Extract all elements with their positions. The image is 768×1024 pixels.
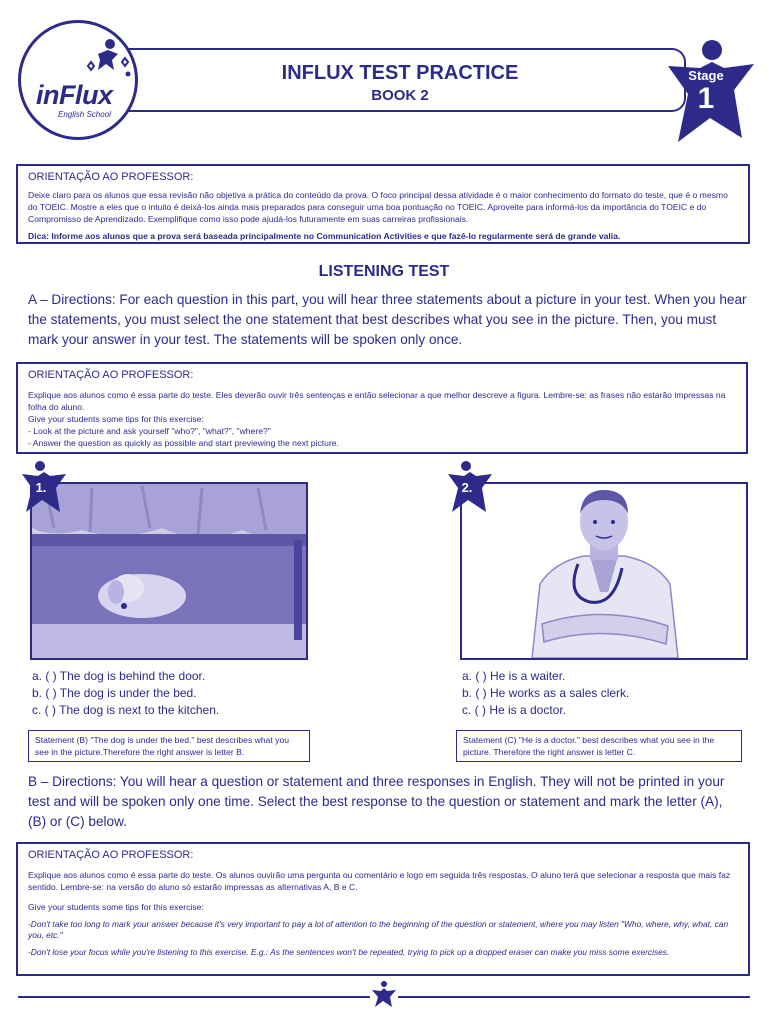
page-title: INFLUX TEST PRACTICE — [281, 62, 519, 84]
teacher-note-title: ORIENTAÇÃO AO PROFESSOR: — [28, 849, 194, 861]
teacher-note-line: - Answer the question as quickly as possible and start previewing the next picture. — [28, 438, 339, 448]
answer-option: c. ( ) The dog is next to the kitchen. — [32, 703, 220, 717]
teacher-note-title: ORIENTAÇÃO AO PROFESSOR: — [28, 171, 194, 183]
answer-option: a. ( ) The dog is behind the door. — [32, 669, 206, 683]
teacher-note-line: Explique aos alunos como é essa parte do teste. Eles deverão ouvir três sentenças e então selecionar a que melhor descreve a figura. Lembre-se: as frases não estarão impressas na folha do aluno. — [28, 390, 726, 412]
teacher-note-title: ORIENTAÇÃO AO PROFESSOR: — [28, 369, 194, 381]
stage-label: Stage — [688, 68, 724, 83]
question-number: 1. — [35, 480, 47, 495]
doctor-photo — [460, 482, 748, 660]
answer-option: b. ( ) He works as a sales clerk. — [462, 686, 630, 700]
teacher-note-line: Give your students some tips for this exercise: — [28, 414, 204, 424]
answer-explanation: Statement (B) "The dog is under the bed." best describes what you see in the picture.Therefore the right answer is letter B. — [28, 730, 310, 762]
answer-option: c. ( ) He is a doctor. — [462, 703, 567, 717]
answer-option: b. ( ) The dog is under the bed. — [32, 686, 197, 700]
logo-text: inFlux — [36, 80, 113, 110]
teacher-note-tip: -Don't lose your focus while you're listening to this exercise. E.g.: As the sentences won't be repeated, trying to pick up a dropped eraser can make you miss some exercises. — [28, 947, 670, 957]
teacher-note-line: - Look at the picture and ask yourself "who?", "what?", "where?" — [28, 426, 271, 436]
section-title: LISTENING TEST — [318, 263, 450, 280]
logo-subtext: English School — [58, 110, 111, 119]
dog-under-bed-photo — [30, 482, 308, 660]
teacher-note-box — [16, 164, 750, 244]
teacher-note-text: Deixe claro para os alunos que essa revisão não objetiva a prática do conteúdo da prova. O foco principal dessa atividade é o maior conhecimento do formato do teste, que é o mesmo do TOEIC. Mostre a eles que o intuito é deixá-los ainda mais preparados para conseguir uma boa pontuação no TOEIC. Aproveite para informá-los da importância do TOEIC e do Compromisso de Aprendizado. Exemplifique como isso pode ajudá-los futuramente em suas carreiras profissionais. — [28, 190, 728, 224]
question-number: 2. — [461, 480, 473, 495]
logo-stars-icon — [70, 36, 140, 86]
teacher-note-tip: Dica: Informe aos alunos que a prova será baseada principalmente no Communication Activities e que fazê-lo regularmente será de grande valia. — [28, 231, 621, 241]
directions-a: A – Directions: For each question in this part, you will hear three statements about a picture in your test. When you hear the statements, you must select the one statement that best describes what you see in the picture. Then, you must mark your answer in your test. The statements will be spoken only once. — [28, 292, 747, 347]
directions-b: B – Directions: You will hear a question or statement and three responses in English. They will not be printed in your test and will be spoken only one time. Select the best response to the question or statement and mark the letter (A), (B) or (C) below. — [28, 774, 725, 829]
footer-star-icon — [370, 980, 398, 1008]
answer-option: a. ( ) He is a waiter. — [462, 669, 566, 683]
teacher-note-intro: Explique aos alunos como é essa parte do teste. Os alunos ouvirão uma pergunta ou comentário e logo em seguida três respostas. O aluno terá que selecionar a resposta que mais faz sentido. Lembre-se: na versão do aluno só estarão impressas as alternativas A, B e C. — [28, 870, 731, 892]
answer-explanation: Statement (C) "He is a doctor." best describes what you see in the picture. Therefore the right answer is letter C. — [456, 730, 742, 762]
teacher-note-box — [16, 362, 748, 454]
page-subtitle: BOOK 2 — [371, 87, 429, 104]
teacher-note-tip: -Don't take too long to mark your answer because it's very important to pay a lot of attention to the beginning of the question or statement, where you may listen "Who, where, why, what, can you, etc." — [28, 919, 729, 940]
stage-number: 1 — [697, 82, 715, 115]
teacher-note-tips-heading: Give your students some tips for this exercise: — [28, 902, 204, 912]
teacher-note-box — [16, 842, 750, 976]
